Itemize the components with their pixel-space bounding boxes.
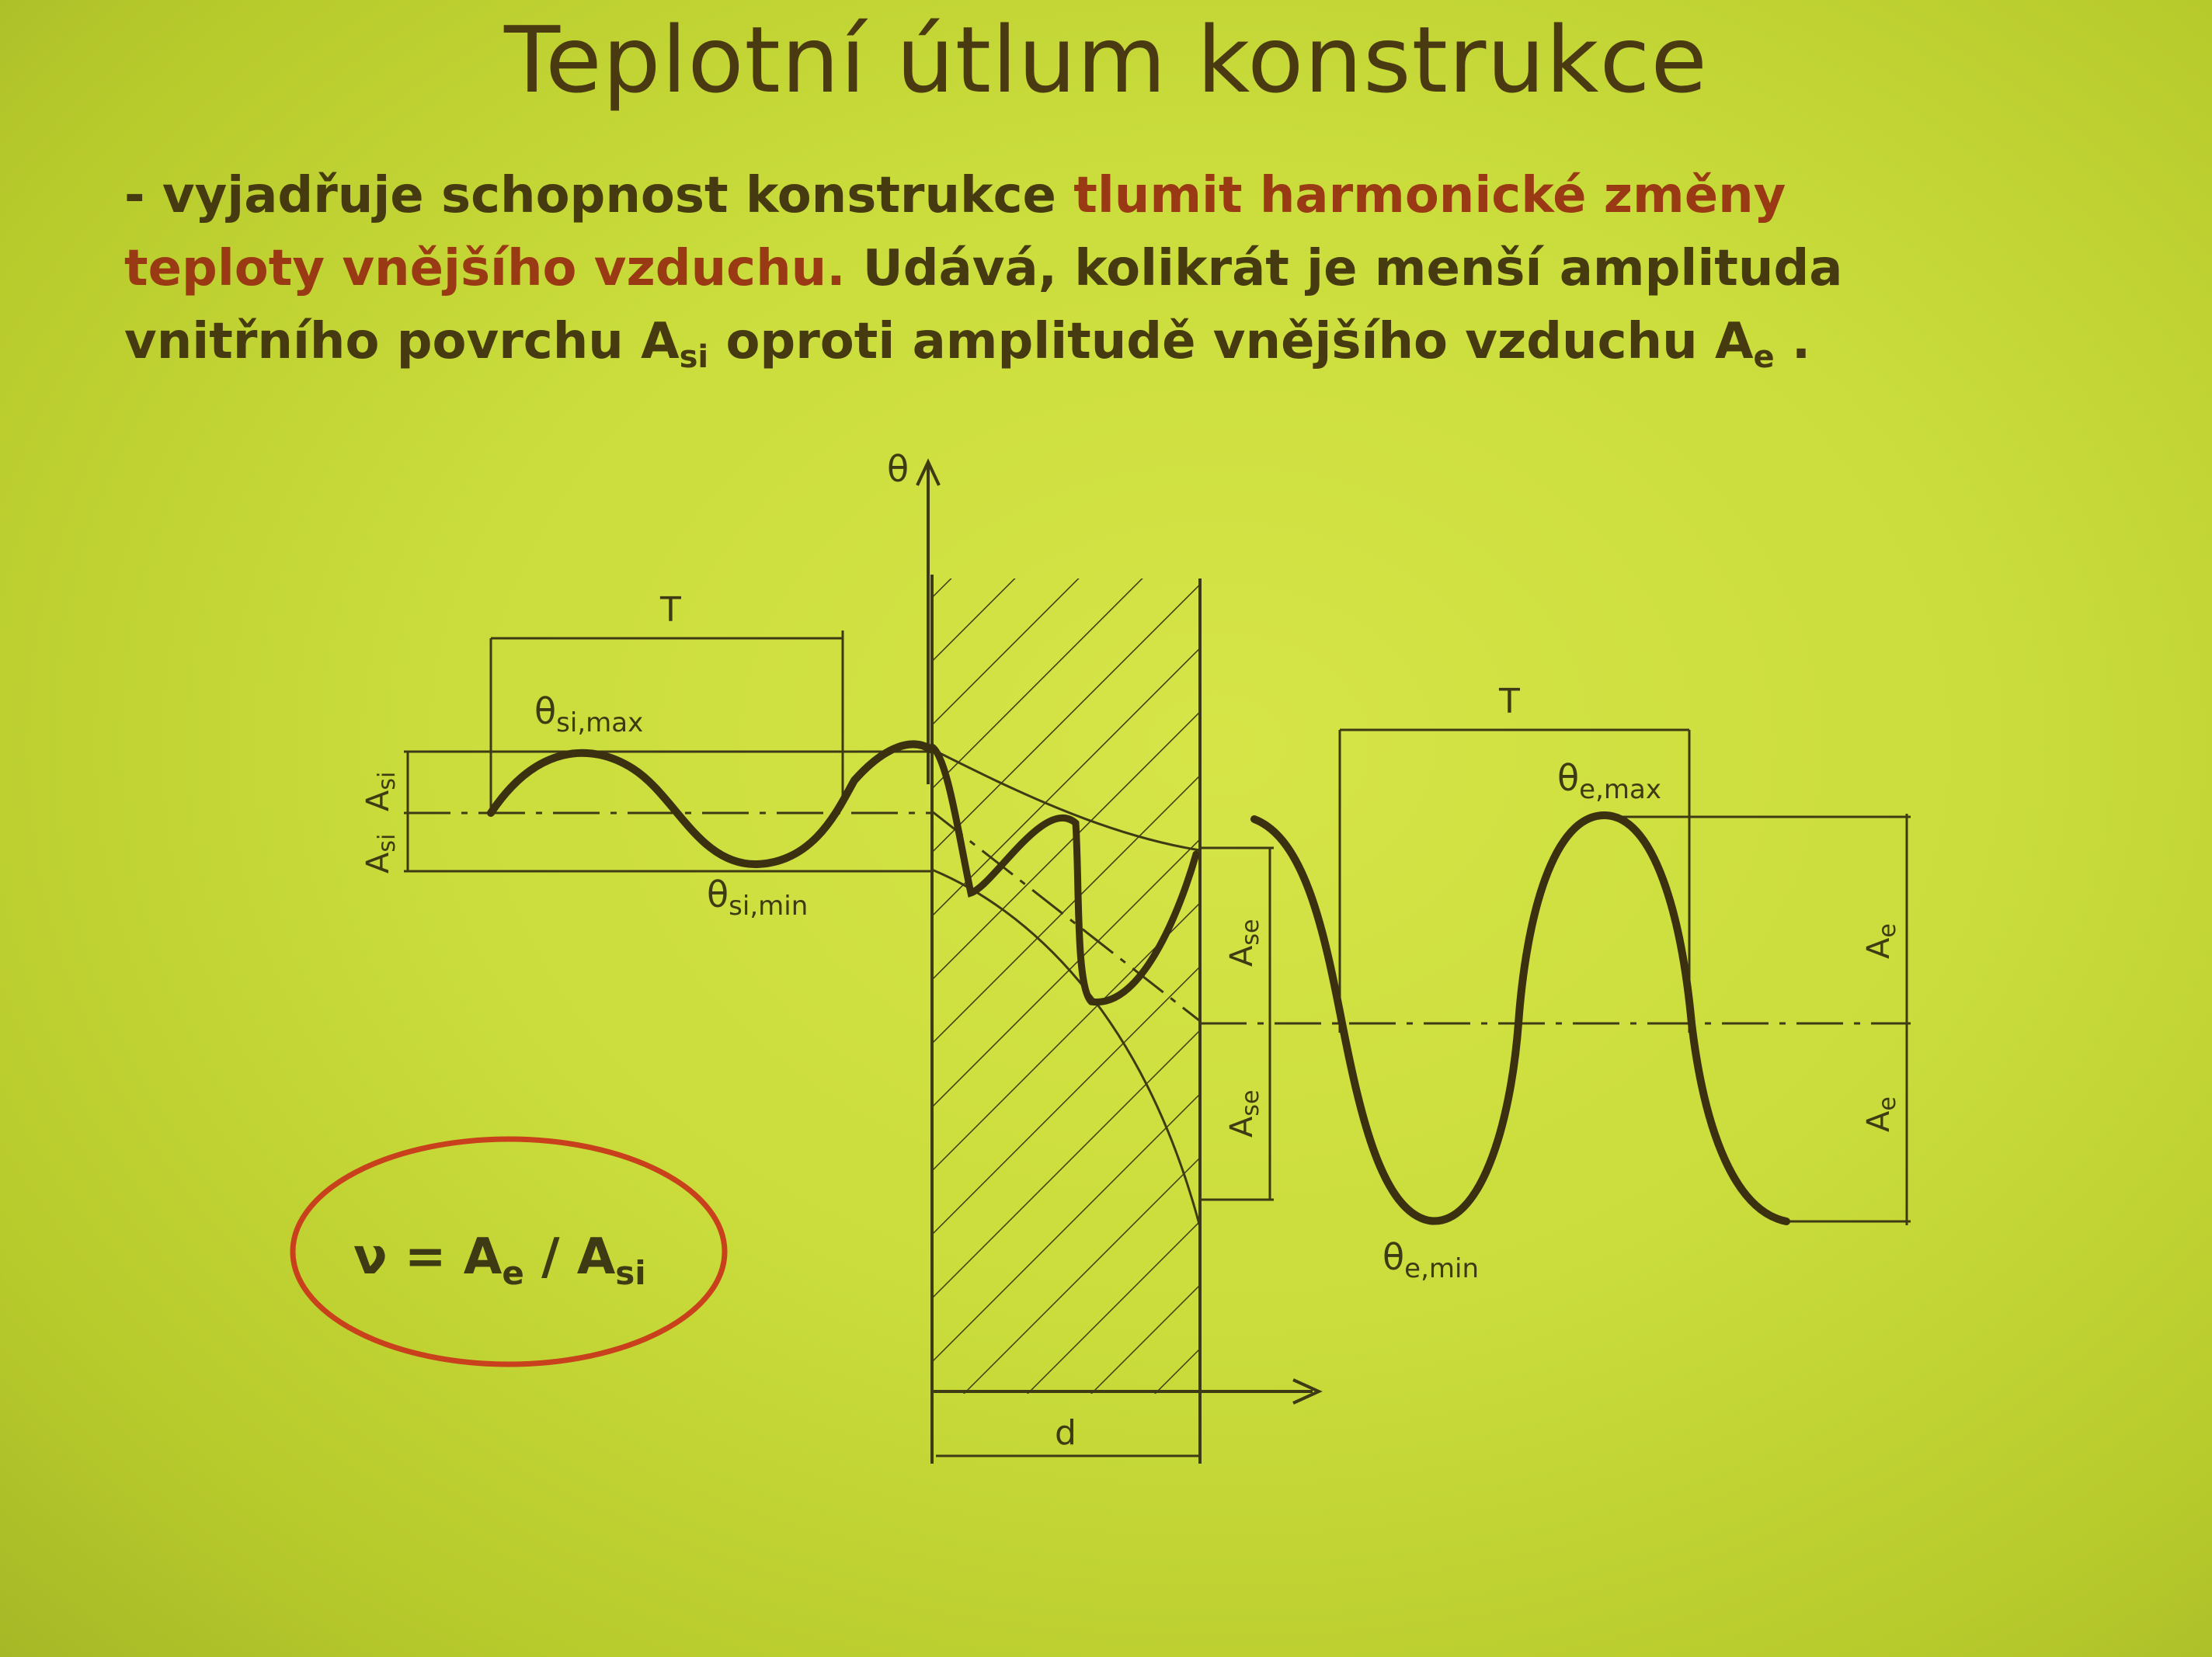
theta-e-min-label: $\theta_{e,min}$ (1382, 1236, 1479, 1284)
period-left-label: T (660, 590, 681, 630)
desc-highlight: tlumit harmonické změny (1073, 167, 1786, 224)
slide-title: Teplotní útlum konstrukce (504, 6, 1708, 113)
desc-text: . (1774, 313, 1811, 370)
wall-section (932, 575, 1319, 1464)
interior-reference-lines (404, 630, 932, 871)
a-e-label-upper: $A_e$ (1861, 923, 1901, 959)
theta-axis-label: θ (887, 448, 909, 490)
a-se-label-upper: $A_{se}$ (1224, 919, 1264, 967)
desc-subscript: e (1753, 339, 1775, 375)
desc-text: oproti amplitudě vnějšího vzduchu A (708, 313, 1754, 370)
theta-si-min-label: $\theta_{si,min}$ (707, 874, 809, 922)
theta-si-max-label: $\theta_{si,max}$ (534, 690, 644, 738)
thickness-label: d (1055, 1413, 1076, 1453)
a-e-label-lower: $A_e$ (1861, 1096, 1901, 1132)
theta-e-max-label: $\theta_{e,max}$ (1557, 757, 1661, 805)
a-si-label-upper: $A_{si}$ (360, 771, 401, 811)
desc-text: vnitřního povrchu A (124, 313, 680, 370)
wall-hatch (932, 578, 1200, 1394)
desc-subscript: si (679, 339, 709, 375)
desc-text: - vyjadřuje schopnost konstrukce (124, 167, 1074, 224)
interior-surface-wave (491, 744, 930, 864)
attenuation-formula: $\nu = A_e / A_{si}$ (353, 1228, 646, 1292)
a-si-label-lower: $A_{si}$ (360, 833, 401, 874)
desc-highlight: teploty vnějšího vzduchu. (124, 240, 846, 297)
period-right-label: T (1499, 682, 1520, 721)
exterior-air-wave (1254, 815, 1786, 1221)
desc-text: Udává, kolikrát je menší amplituda (845, 240, 1843, 297)
a-se-label-lower: $A_{se}$ (1224, 1089, 1264, 1138)
